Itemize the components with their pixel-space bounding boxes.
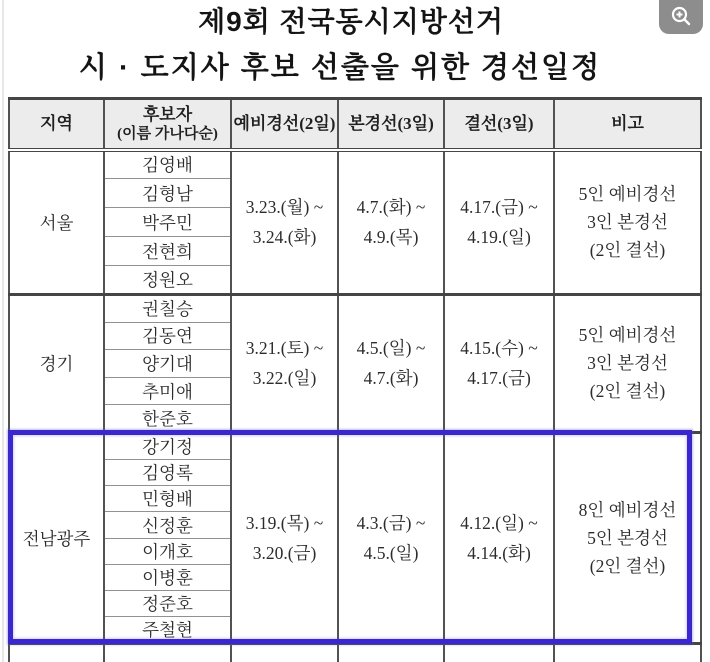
preliminary-dates-cell [231,295,338,433]
cell-line: 3인 본경선 [587,353,668,374]
candidate-cell: 김영배 [104,150,231,179]
cell-line: 4.15.(수) ~ [460,337,538,358]
cell-line: 3.23.(월) ~ [245,196,324,217]
cell-line: 4.3.(금) ~ [356,512,426,533]
final-dates-cell [444,432,554,644]
table-row [9,295,701,323]
column-header-5 [444,99,554,150]
cell-line: 4.5.(일) [363,543,419,564]
cell-line: 4.14.(화) [467,543,531,564]
candidate-cell [104,644,231,662]
cell-line: 4.9.(목) [363,227,419,248]
table-row [9,644,701,662]
candidate-cell: 전현희 [104,237,231,266]
column-header-4 [338,99,444,150]
zoom-in-icon [670,5,692,27]
cell-line: 4.7.(화) ~ [356,196,426,217]
candidate-cell: 민형배 [104,486,231,512]
final-dates-cell [444,644,554,662]
table-body [9,150,701,662]
candidate-cell: 이개호 [104,538,231,564]
cell-line: 4.19.(일) [467,227,531,248]
cell-line: 3인 본경선 [587,212,668,233]
region-cell [9,644,104,662]
column-header-2 [104,99,231,150]
cell-line: 3.24.(화) [252,227,317,248]
cell-line: 5인 예비경선 [578,325,677,346]
cell-line: 4.5.(일) ~ [356,337,426,358]
column-header-6 [554,99,701,150]
left-edge-artifact [2,0,4,662]
candidate-cell: 주철현 [104,617,231,644]
header-label: 지역 [40,114,73,134]
candidate-cell: 박주민 [104,208,231,237]
cell-line: (2인 결선) [589,556,666,577]
cell-line: 3.22.(일) [252,368,317,389]
region-cell: 전남광주 [9,432,104,644]
note-cell [554,150,701,295]
header-label: 결선(3일) [464,114,534,134]
candidate-cell: 양기대 [104,350,231,378]
candidate-cell: 이병훈 [104,564,231,590]
main-dates-cell [338,644,444,662]
table-row [9,432,701,459]
cell-line: 5인 본경선 [587,528,668,549]
candidate-cell: 김형남 [104,179,231,208]
cell-line: 8인 예비경선 [578,500,677,521]
main-dates-cell [338,295,444,433]
cell-line: 3.20.(금) [252,543,317,564]
candidate-cell: 신정훈 [104,512,231,538]
main-dates-cell [338,150,444,295]
candidate-cell: 김영록 [104,459,231,485]
cell-line: 4.17.(금) ~ [460,196,538,217]
column-header-1 [9,99,104,150]
page-subtitle: 시 · 도지사 후보 선출을 위한 경선일정 [78,52,602,84]
header-sublabel: (이름 가나다순) [117,126,218,142]
main-dates-cell [338,432,444,644]
candidate-cell: 한준호 [104,405,231,433]
preliminary-dates-cell [231,150,338,295]
column-header-3 [231,99,338,150]
table-header [9,99,701,150]
cell-line: (2인 결선) [589,381,666,402]
candidate-cell: 정원오 [104,266,231,295]
note-cell [554,644,701,662]
note-cell [554,295,701,433]
page-title: 제9회 전국동시지방선거 [198,6,504,37]
cell-line: 3.19.(목) ~ [245,512,324,533]
cell-line: 4.17.(금) [467,368,531,389]
cell-line: 4.12.(일) ~ [460,512,538,533]
note-cell [554,432,701,644]
candidate-cell: 김동연 [104,322,231,350]
final-dates-cell [444,295,554,433]
cell-line: 5인 예비경선 [578,184,677,205]
cell-line: 3.21.(토) ~ [245,337,324,358]
final-dates-cell [444,150,554,295]
zoom-in-button[interactable] [659,0,703,34]
preliminary-dates-cell [231,432,338,644]
header-label: 후보자 [142,104,193,124]
candidate-cell: 추미애 [104,377,231,405]
primary-schedule-table [8,97,702,662]
header-row [9,99,701,150]
header-label: 예비경선(2일) [233,114,336,134]
candidate-cell: 권칠승 [104,295,231,323]
header-label: 본경선(3일) [348,114,434,134]
cell-line: 4.7.(화) [363,368,419,389]
candidate-cell: 정준호 [104,591,231,617]
preliminary-dates-cell [231,644,338,662]
region-cell: 경기 [9,295,104,433]
table-row [9,150,701,179]
header-label: 비고 [611,114,644,134]
region-cell: 서울 [9,150,104,295]
cell-line: (2인 결선) [589,240,666,261]
candidate-cell: 강기정 [104,432,231,459]
